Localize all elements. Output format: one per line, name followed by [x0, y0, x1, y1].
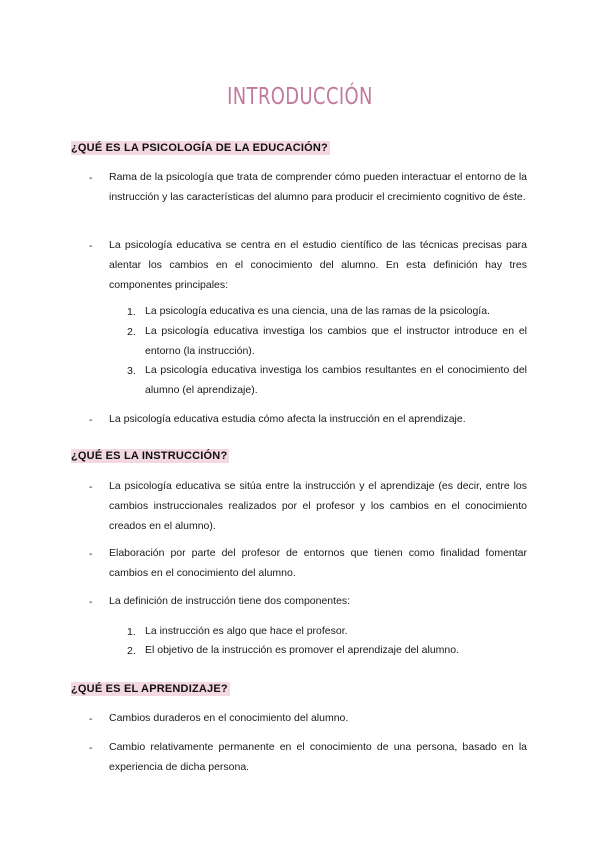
- list-number: 2.: [127, 645, 136, 657]
- bullet-text: Elaboración por parte del profesor de entornos que tienen como finalidad fomentar cambios en el conocimiento del alumno.: [109, 547, 527, 579]
- list-number: 1.: [127, 626, 136, 638]
- list-item: La psicología educativa es una ciencia, una de las ramas de la psicología.: [145, 305, 490, 317]
- bullet-text: La psicología educativa se centra en el estudio científico de las técnicas precisas para alentar los cambios en el conocimiento del alumno. En esta definición hay tres componentes principales:: [109, 239, 527, 291]
- list-number: 1.: [127, 306, 136, 318]
- bullet-text: Cambio relativamente permanente en el conocimiento de una persona, basado en la experiencia de dicha persona.: [109, 741, 527, 773]
- bullet-marker: -: [89, 481, 93, 493]
- bullet-marker: -: [89, 172, 93, 184]
- section-heading-instruccion: [71, 450, 229, 462]
- list-item: La psicología educativa investiga los cambios que el instructor introduce en el entorno (la instrucción).: [145, 325, 527, 357]
- bullet-marker: -: [89, 548, 93, 560]
- list-number: 2.: [127, 326, 136, 338]
- bullet-text: Cambios duraderos en el conocimiento del alumno.: [109, 712, 349, 724]
- bullet-marker: -: [89, 742, 93, 754]
- list-item: La instrucción es algo que hace el profesor.: [145, 625, 348, 637]
- bullet-text: Rama de la psicología que trata de comprender cómo pueden interactuar el entorno de la instrucción y las características del alumno para producir el crecimiento cognitivo de éste.: [109, 171, 527, 203]
- bullet-marker: -: [89, 414, 93, 426]
- bullet-marker: -: [89, 596, 93, 608]
- bullet-text: La psicología educativa se sitúa entre la instrucción y el aprendizaje (es decir, entre los cambios instruccionales realizados por el profesor y los cambios en el conocimiento creados en el alumno).: [109, 480, 527, 532]
- section-heading-aprendizaje: [71, 683, 230, 695]
- bullet-text: La definición de instrucción tiene dos componentes:: [109, 595, 351, 607]
- list-item: La psicología educativa investiga los cambios resultantes en el conocimiento del alumno (el aprendizaje).: [145, 364, 527, 396]
- bullet-text: La psicología educativa estudia cómo afecta la instrucción en el aprendizaje.: [109, 413, 466, 425]
- bullet-marker: -: [89, 713, 93, 725]
- list-number: 3.: [127, 365, 136, 377]
- section-heading-text: ¿QUÉ ES LA INSTRUCCIÓN?: [71, 450, 228, 462]
- bullet-marker: -: [89, 240, 93, 252]
- page-title: INTRODUCCIÓN: [227, 84, 373, 110]
- section-heading-text: ¿QUÉ ES EL APRENDIZAJE?: [71, 683, 228, 695]
- section-heading-text: ¿QUÉ ES LA PSICOLOGÍA DE LA EDUCACIÓN?: [71, 142, 328, 154]
- section-heading-psicologia: [71, 142, 330, 154]
- list-item: El objetivo de la instrucción es promover el aprendizaje del alumno.: [145, 644, 460, 656]
